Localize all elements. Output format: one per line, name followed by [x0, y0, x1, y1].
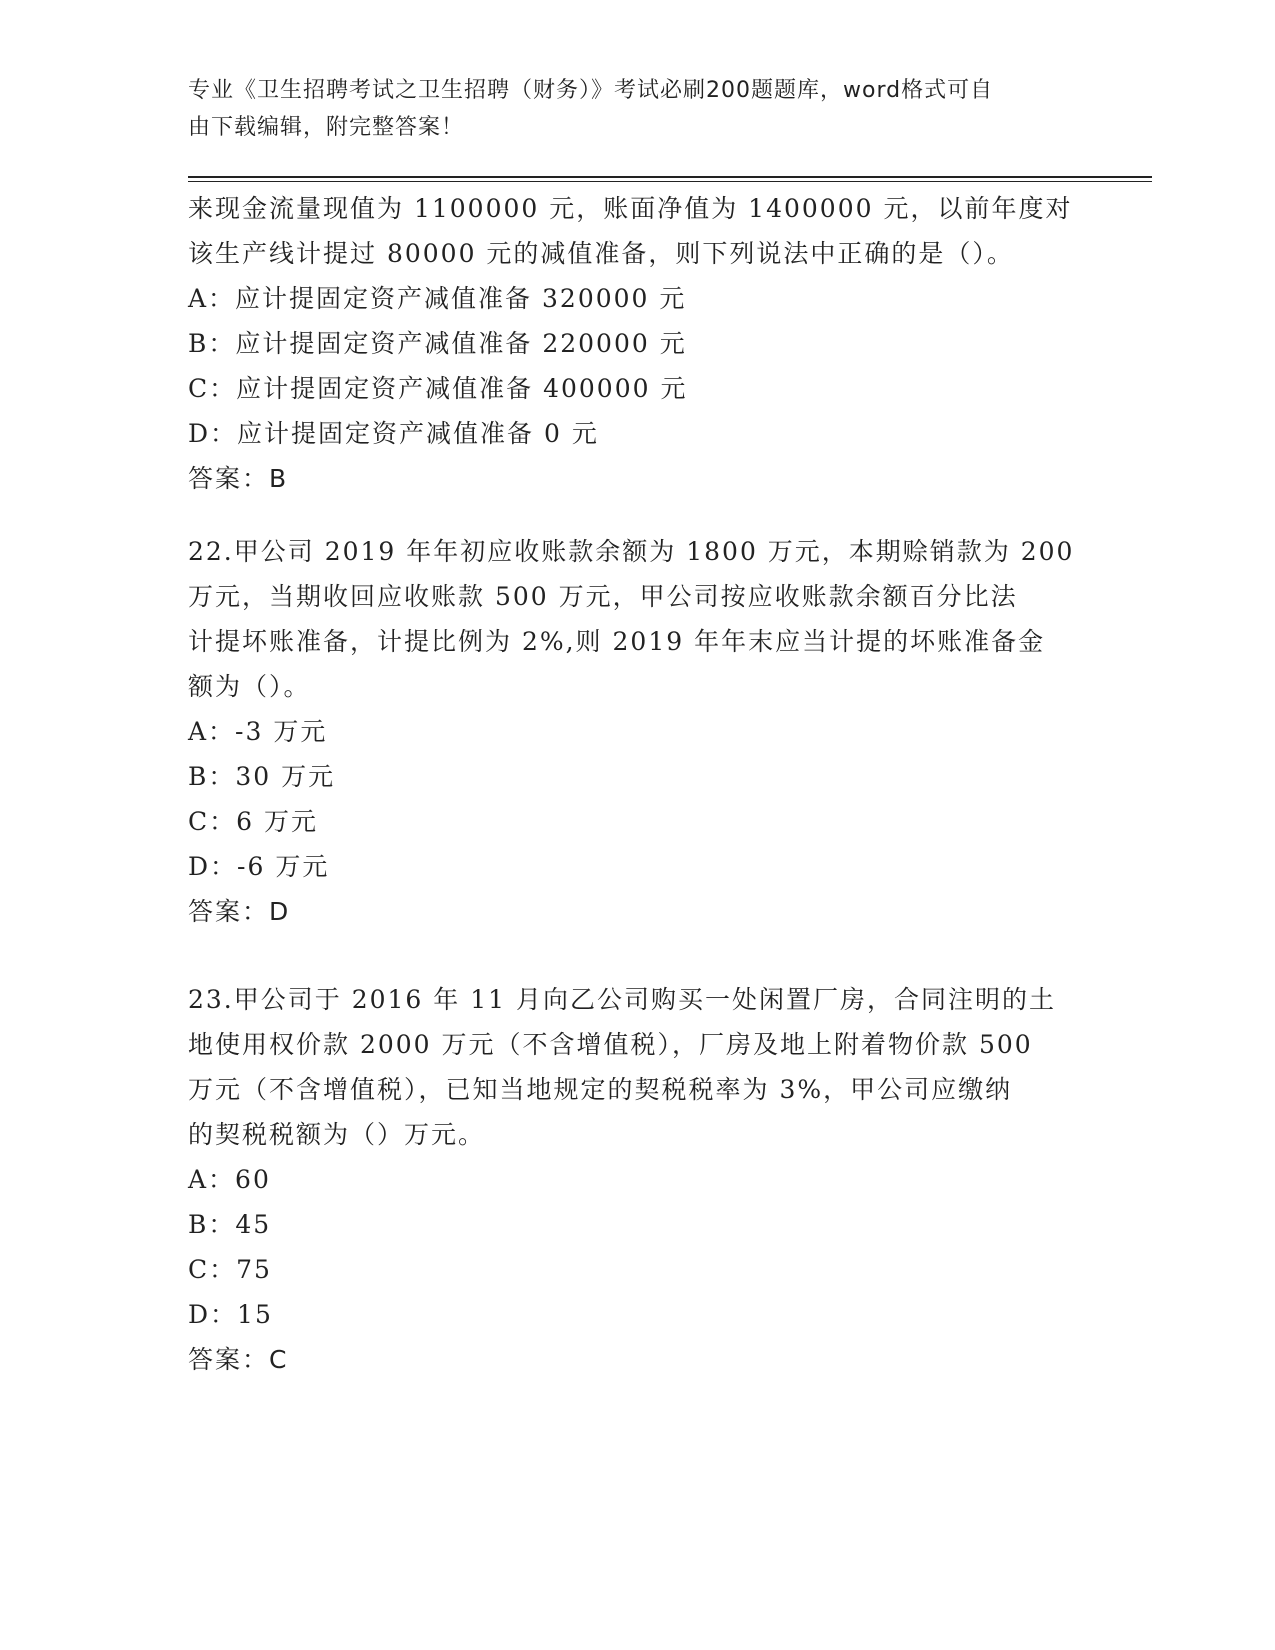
question-stem-line: 来现金流量现值为 1100000 元，账面净值为 1400000 元，以前年度对 [188, 194, 1073, 223]
option-d: D：-6 万元 [188, 852, 330, 881]
option-c: C：6 万元 [188, 807, 318, 836]
option-b: B：30 万元 [188, 762, 336, 791]
question-stem-line: 额为（）。 [188, 672, 311, 701]
answer-label: 答案：C [188, 1345, 289, 1374]
document-header [188, 72, 1068, 146]
question-stem-line: 该生产线计提过 80000 元的减值准备，则下列说法中正确的是（）。 [188, 239, 1014, 268]
question-stem-line: 22.甲公司 2019 年年初应收账款余额为 1800 万元，本期赊销款为 200 [188, 537, 1075, 566]
question-stem-line: 万元（不含增值税），已知当地规定的契税税率为 3%，甲公司应缴纳 [188, 1075, 1013, 1104]
option-d: D：15 [188, 1300, 273, 1329]
question-stem-line: 万元，当期收回应收账款 500 万元，甲公司按应收账款余额百分比法 [188, 582, 1018, 611]
question-stem-line: 23.甲公司于 2016 年 11 月向乙公司购买一处闲置厂房，合同注明的土 [188, 985, 1056, 1014]
option-c: C：应计提固定资产减值准备 400000 元 [188, 374, 688, 403]
option-a: A：-3 万元 [188, 717, 328, 746]
option-b: B：应计提固定资产减值准备 220000 元 [188, 329, 687, 358]
option-b: B：45 [188, 1210, 272, 1239]
answer-label: 答案：D [188, 897, 291, 926]
header-divider [188, 176, 1152, 182]
answer-label: 答案：B [188, 464, 289, 493]
option-d: D：应计提固定资产减值准备 0 元 [188, 419, 599, 448]
question-21 [188, 186, 1088, 501]
question-23 [188, 977, 1088, 1382]
header-line-1: 专业《卫生招聘考试之卫生招聘（财务）》考试必刷200题题库，word格式可自 [188, 78, 994, 103]
question-stem-line: 计提坏账准备，计提比例为 2%,则 2019 年年末应当计提的坏账准备金 [188, 627, 1046, 656]
option-c: C：75 [188, 1255, 272, 1284]
question-stem-line: 地使用权价款 2000 万元（不含增值税），厂房及地上附着物价款 500 [188, 1030, 1033, 1059]
question-stem-line: 的契税税额为（）万元。 [188, 1120, 486, 1149]
option-a: A：应计提固定资产减值准备 320000 元 [188, 284, 687, 313]
header-line-2: 由下载编辑，附完整答案！ [188, 115, 465, 140]
question-22 [188, 529, 1088, 934]
option-a: A：60 [188, 1165, 271, 1194]
